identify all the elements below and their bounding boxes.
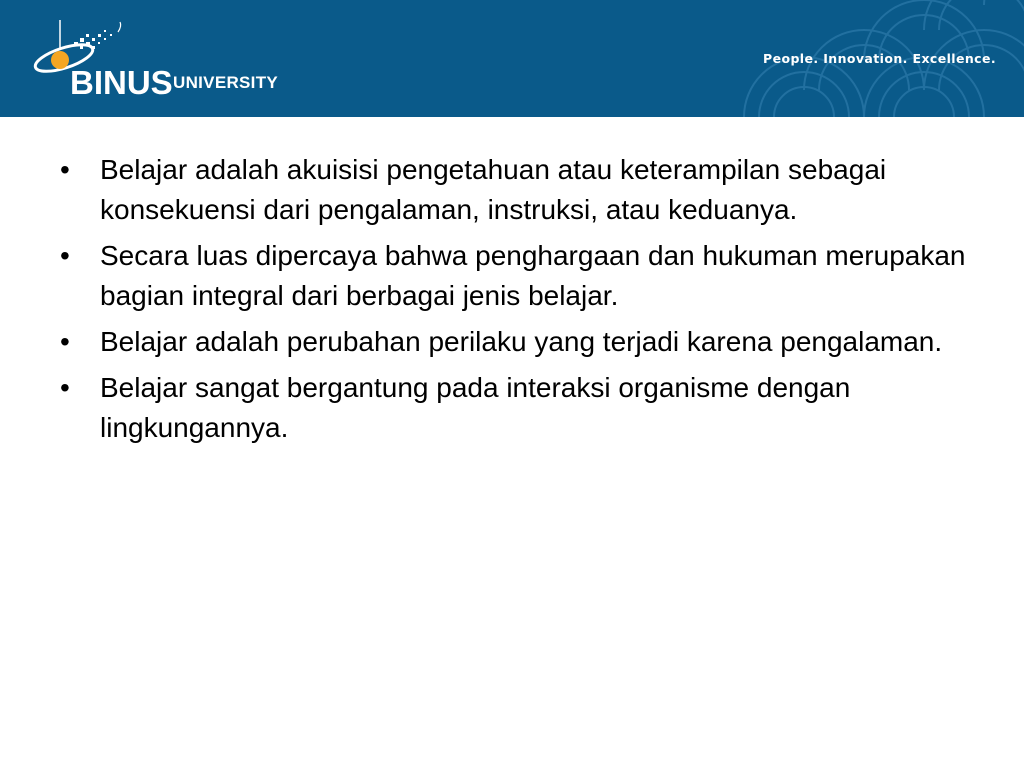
- bullet-item: [58, 368, 968, 448]
- binus-logo: [30, 20, 310, 100]
- bullet-marker: •: [60, 372, 70, 403]
- logo-binus-text: BINUS: [70, 64, 173, 101]
- bullet-marker: •: [60, 154, 70, 185]
- bullet-list: [58, 150, 968, 448]
- bullet-text: Belajar adalah akuisisi pengetahuan atau keterampilan sebagai konsekuensi dari pengalaman, instruksi, atau keduanya.: [100, 154, 887, 225]
- slide-content: [58, 150, 968, 454]
- logo-university-text: UNIVERSITY: [173, 73, 279, 92]
- bullet-item: [58, 322, 968, 362]
- header-banner: [0, 0, 1024, 117]
- bullet-marker: •: [60, 240, 70, 271]
- bullet-item: [58, 150, 968, 230]
- bullet-text: Secara luas dipercaya bahwa penghargaan dan hukuman merupakan bagian integral dari berbagai jenis belajar.: [100, 240, 966, 311]
- bullet-text: Belajar adalah perubahan perilaku yang terjadi karena pengalaman.: [100, 326, 943, 357]
- bullet-item: [58, 236, 968, 316]
- bullet-marker: •: [60, 326, 70, 357]
- bullet-text: Belajar sangat bergantung pada interaksi organisme dengan lingkungannya.: [100, 372, 851, 443]
- tagline: People. Innovation. Excellence.: [763, 51, 996, 66]
